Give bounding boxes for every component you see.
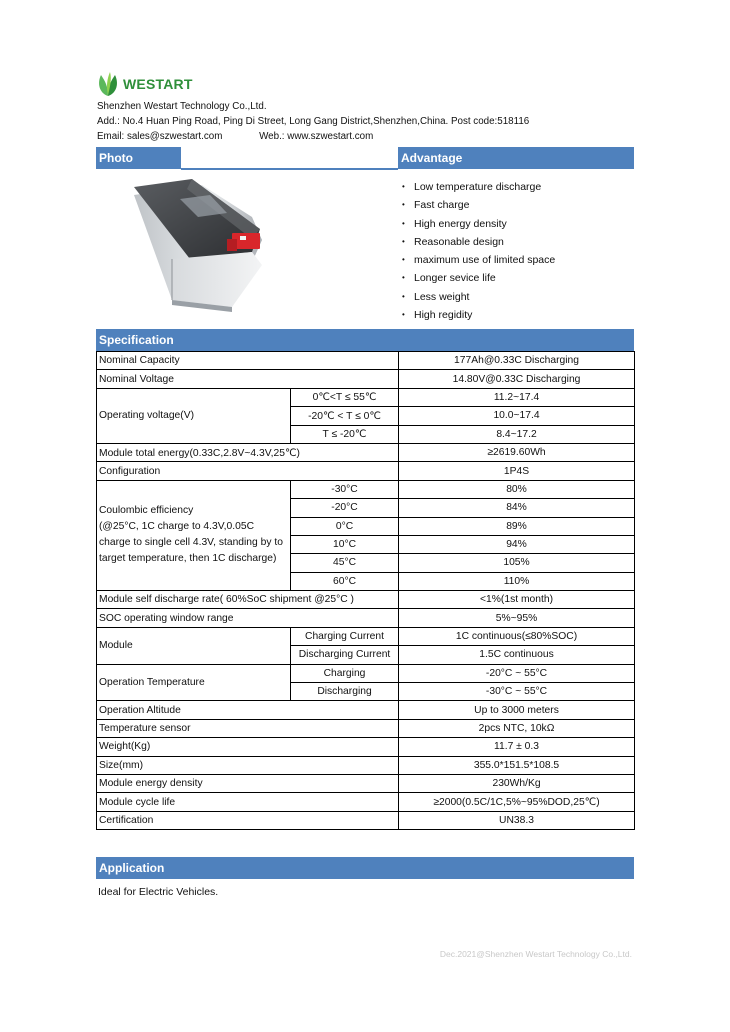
specification-section-header: Specification bbox=[96, 329, 634, 351]
application-text: Ideal for Electric Vehicles. bbox=[98, 886, 219, 898]
product-photo bbox=[132, 177, 267, 320]
company-name: Shenzhen Westart Technology Co.,Ltd. bbox=[97, 101, 267, 112]
footer-copyright: Dec.2021@Shenzhen Westart Technology Co.,Ltd. bbox=[439, 949, 632, 959]
advantage-item: • Low temperature discharge bbox=[402, 178, 555, 196]
coulombic-label: Coulombic efficiency (@25°C, 1C charge to 4.3V,0.05C charge to single cell 4.3V, standing by to target temperature, then 1C discharge) bbox=[99, 505, 283, 565]
spec-value: 11.2~17.4 bbox=[399, 388, 635, 406]
spec-condition: 45°C bbox=[291, 554, 399, 572]
spec-condition: Discharging Current bbox=[291, 646, 399, 664]
brand-name: WESTART bbox=[123, 76, 193, 92]
spec-condition: T ≤ -20℃ bbox=[291, 425, 399, 443]
spec-value: 110% bbox=[399, 572, 635, 590]
spec-condition: 0℃<T ≤ 55℃ bbox=[291, 388, 399, 406]
table-row bbox=[97, 701, 635, 719]
spec-value: 105% bbox=[399, 554, 635, 572]
advantage-item: • High regidity bbox=[402, 306, 555, 324]
table-row bbox=[97, 480, 635, 498]
company-email: Email: sales@szwestart.com bbox=[97, 131, 223, 142]
spec-label: Temperature sensor bbox=[97, 719, 399, 737]
table-row bbox=[97, 664, 635, 682]
spec-label: Module energy density bbox=[97, 774, 399, 792]
spec-condition: Charging bbox=[291, 664, 399, 682]
spec-condition: 60°C bbox=[291, 572, 399, 590]
spec-value: <1%(1st month) bbox=[399, 591, 635, 609]
spec-label: Configuration bbox=[97, 462, 399, 480]
contact-row bbox=[97, 129, 529, 144]
spec-value: 8.4~17.2 bbox=[399, 425, 635, 443]
spec-value: 2pcs NTC, 10kΩ bbox=[399, 719, 635, 737]
spec-condition: -20°C bbox=[291, 499, 399, 517]
spec-label: Size(mm) bbox=[97, 756, 399, 774]
table-row bbox=[97, 591, 635, 609]
spec-value: UN38.3 bbox=[399, 811, 635, 829]
advantage-item: • Less weight bbox=[402, 288, 555, 306]
spec-value: 94% bbox=[399, 535, 635, 553]
table-row bbox=[97, 388, 635, 406]
advantage-item: • High energy density bbox=[402, 215, 555, 233]
spec-value: -30°C ~ 55°C bbox=[399, 683, 635, 701]
specification-table bbox=[96, 351, 635, 830]
spec-value: 84% bbox=[399, 499, 635, 517]
table-row bbox=[97, 462, 635, 480]
spec-value: 11.7 ± 0.3 bbox=[399, 738, 635, 756]
spec-value: 14.80V@0.33C Discharging bbox=[399, 370, 635, 388]
company-logo bbox=[97, 70, 193, 98]
spec-value: ≥2619.60Wh bbox=[399, 443, 635, 461]
spec-value: 1P4S bbox=[399, 462, 635, 480]
spec-value: ≥2000(0.5C/1C,5%~95%DOD,25℃) bbox=[399, 793, 635, 811]
spec-value: -20°C ~ 55°C bbox=[399, 664, 635, 682]
spec-label: Module self discharge rate( 60%SoC shipment @25°C ) bbox=[97, 591, 399, 609]
spec-value: 355.0*151.5*108.5 bbox=[399, 756, 635, 774]
spec-condition: Discharging bbox=[291, 683, 399, 701]
table-row bbox=[97, 756, 635, 774]
spec-condition: -20℃ < T ≤ 0℃ bbox=[291, 407, 399, 425]
advantage-item: • Reasonable design bbox=[402, 233, 555, 251]
spec-label: SOC operating window range bbox=[97, 609, 399, 627]
spec-value: 230Wh/Kg bbox=[399, 774, 635, 792]
table-row bbox=[97, 609, 635, 627]
spec-value: 1.5C continuous bbox=[399, 646, 635, 664]
table-row bbox=[97, 738, 635, 756]
advantage-item: • maximum use of limited space bbox=[402, 251, 555, 269]
spec-value: 177Ah@0.33C Discharging bbox=[399, 352, 635, 370]
spec-label: Module total energy(0.33C,2.8V~4.3V,25℃) bbox=[97, 443, 399, 461]
spec-value: 10.0~17.4 bbox=[399, 407, 635, 425]
spec-value: Up to 3000 meters bbox=[399, 701, 635, 719]
table-row bbox=[97, 443, 635, 461]
spec-condition: 10°C bbox=[291, 535, 399, 553]
table-row bbox=[97, 719, 635, 737]
spec-condition: 0°C bbox=[291, 517, 399, 535]
company-web: Web.: www.szwestart.com bbox=[259, 131, 374, 142]
table-row bbox=[97, 370, 635, 388]
spec-label: Certification bbox=[97, 811, 399, 829]
spec-label: Nominal Capacity bbox=[97, 352, 399, 370]
advantage-list bbox=[402, 178, 555, 324]
spec-value: 1C continuous(≤80%SOC) bbox=[399, 627, 635, 645]
spec-value: 89% bbox=[399, 517, 635, 535]
spec-label: Operation Temperature bbox=[97, 664, 291, 701]
table-row bbox=[97, 811, 635, 829]
spec-value: 5%~95% bbox=[399, 609, 635, 627]
spec-label: Operating voltage(V) bbox=[97, 388, 291, 443]
table-row bbox=[97, 627, 635, 645]
spec-label: Weight(Kg) bbox=[97, 738, 399, 756]
advantage-section-header: Advantage bbox=[398, 147, 634, 169]
company-address: Add.: No.4 Huan Ping Road, Ping Di Street, Long Gang District,Shenzhen,China. Post code:518116 bbox=[97, 116, 530, 127]
advantage-item: • Fast charge bbox=[402, 196, 555, 214]
table-row bbox=[97, 793, 635, 811]
company-info bbox=[97, 99, 529, 144]
photo-header-underline bbox=[181, 168, 398, 170]
photo-section-header: Photo bbox=[96, 147, 181, 169]
spec-condition: -30°C bbox=[291, 480, 399, 498]
table-row bbox=[97, 774, 635, 792]
spec-condition: Charging Current bbox=[291, 627, 399, 645]
spec-value: 80% bbox=[399, 480, 635, 498]
westart-leaf-icon bbox=[97, 71, 119, 97]
spec-label: Module bbox=[97, 627, 291, 664]
spec-label: Nominal Voltage bbox=[97, 370, 399, 388]
spec-label: Operation Altitude bbox=[97, 701, 399, 719]
spec-label: Module cycle life bbox=[97, 793, 399, 811]
application-section-header: Application bbox=[96, 857, 634, 879]
table-row bbox=[97, 352, 635, 370]
advantage-item: • Longer sevice life bbox=[402, 269, 555, 287]
spec-label bbox=[97, 480, 291, 590]
